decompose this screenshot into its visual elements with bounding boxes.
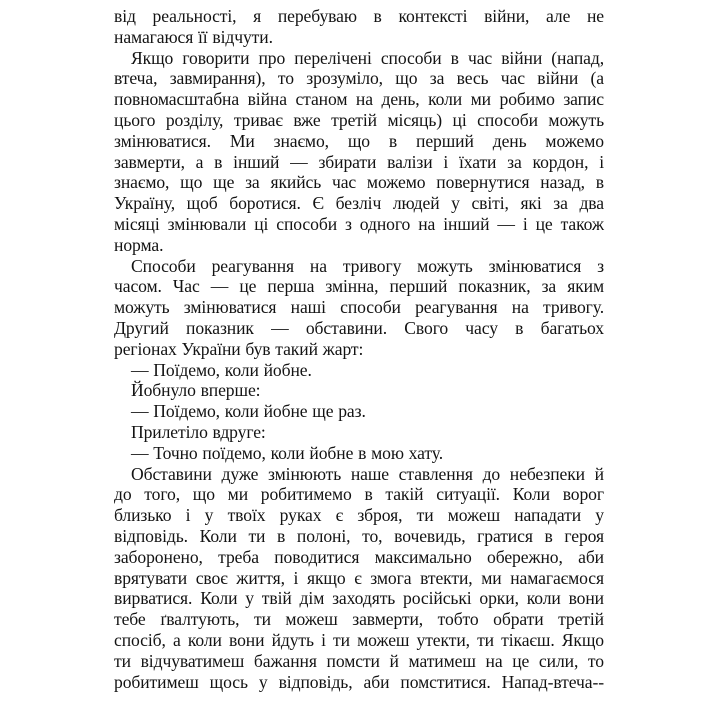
text-line: знаємо, що ще за якийсь час можемо повернутися назад, в (114, 172, 604, 193)
text-line: відповідь. Коли ти в полоні, то, вочевидь, гратися в героя (114, 525, 604, 546)
text-line: вирватися. Коли у твій дім заходять російські орки, коли вони (114, 588, 604, 609)
text-line: заборонено, треба поводитися максимально обережно, аби (114, 546, 604, 567)
text-line: цього розділу, триває вже третій місяць) ці способи можуть (114, 109, 604, 130)
text-line: близько і у твоїх руках є зброя, ти можеш нападати у (114, 505, 604, 526)
text-line: втеча, завмирання), то зрозуміло, що за весь час війни (а (114, 68, 604, 89)
text-line: місяці змінювали ці способи з одного на інший — і це також (114, 213, 604, 234)
text-line: від реальності, я перебуваю в контексті війни, але не (114, 6, 604, 26)
text-line: Прилетіло вдруге: (131, 421, 266, 442)
text-line: намагаюся її відчути. (114, 26, 273, 47)
text-line: повномасштабна війна станом на день, коли ми робимо запис (114, 89, 604, 110)
text-line: — Точно поїдемо, коли йобне в мою хату. (131, 442, 443, 463)
page-text (114, 6, 604, 692)
text-line: спосіб, а коли вони йдуть і ти можеш утекти, ти тікаєш. Якщо (114, 629, 604, 650)
text-line: ти відчуватимеш бажання помсти й матимеш на це сили, то (114, 650, 604, 671)
text-line: — Поїдемо, коли йобне ще раз. (131, 401, 366, 422)
text-line: Якщо говорити про перелічені способи в час війни (напад, (131, 47, 604, 68)
text-line: регіонах України був такий жарт: (114, 338, 364, 359)
text-line: — Поїдемо, коли йобне. (131, 359, 312, 380)
text-line: Способи реагування на тривогу можуть змінюватися з (131, 255, 604, 276)
text-line: можуть змінюватися наші способи реагування на тривогу. (114, 297, 604, 318)
text-line: врятувати своє життя, і якщо є змога втекти, ми намагаємося (114, 567, 604, 588)
text-line: Йобнуло вперше: (131, 380, 261, 401)
text-line: тебе ґвалтують, ти можеш завмерти, тобто обрати третій (114, 609, 604, 630)
text-line: норма. (114, 234, 164, 255)
text-line: Другий показник — обставини. Свого часу в багатьох (114, 317, 604, 338)
text-line: змінюватися. Ми знаємо, що в перший день можемо (114, 130, 604, 151)
text-line: Обставини дуже змінюють наше ставлення до небезпеки й (131, 463, 604, 484)
text-line: до того, що ми робитимемо в такій ситуації. Коли ворог (114, 484, 604, 505)
text-line: часом. Час — це перша змінна, перший показник, за яким (114, 276, 604, 297)
text-line: Україну, щоб боротися. Є безліч людей у світі, які за два (114, 193, 604, 214)
text-line: завмерти, а в інший — збирати валізи і їхати за кордон, і (114, 151, 604, 172)
text-line: робитимеш щось у відповідь, аби помститися. Напад-втеча-- (114, 671, 604, 692)
